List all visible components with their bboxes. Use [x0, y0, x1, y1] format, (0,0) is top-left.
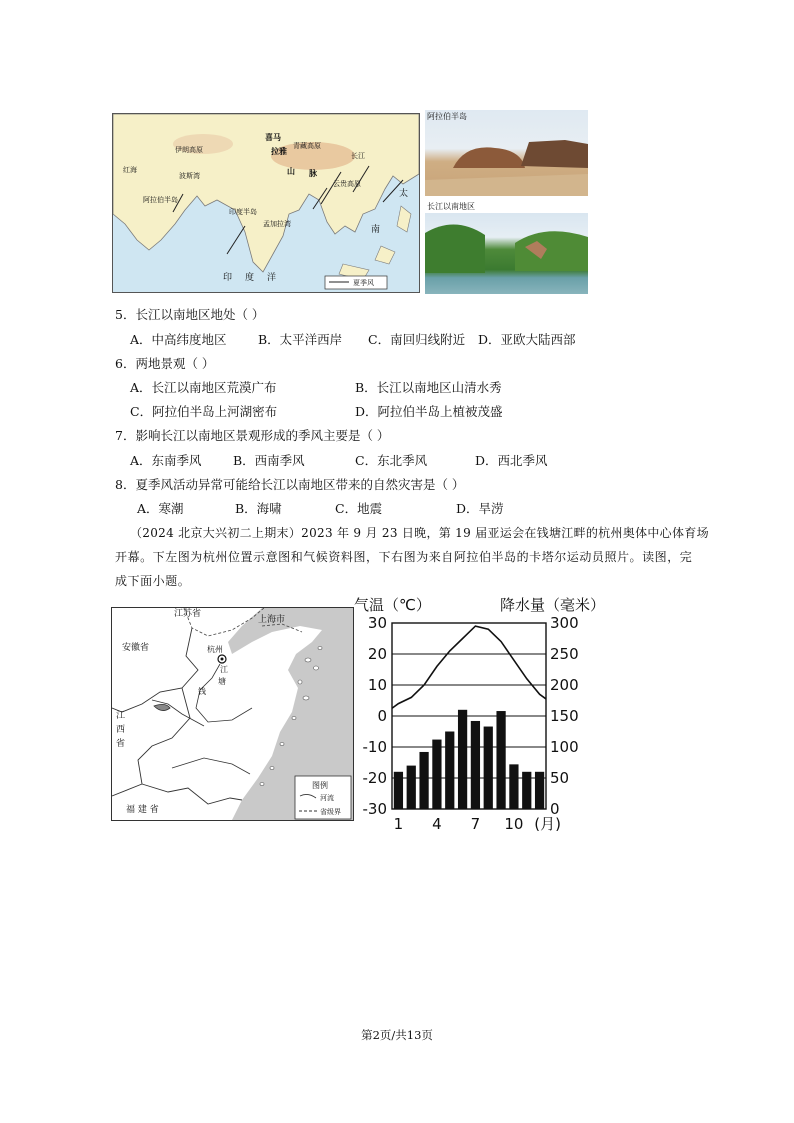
month-tick-label: 1 [393, 815, 404, 833]
map-label: 山 [287, 167, 295, 176]
map-label: 洋 [267, 273, 277, 283]
precip-tick-label: 150 [550, 707, 579, 725]
legend-river-label: 河流 [320, 794, 334, 802]
province-label-jiangxi: 西 [116, 725, 126, 735]
province-label-anhui: 安徽省 [122, 643, 150, 653]
precipitation-bar [432, 740, 441, 809]
month-tick-label: 10 [504, 815, 524, 833]
river-line [172, 758, 250, 774]
photo-caption: 阿拉伯半岛 [427, 112, 467, 121]
asia-monsoon-map-svg [113, 114, 419, 292]
lake [154, 704, 170, 710]
map-label: 阿拉伯半岛 [143, 196, 178, 204]
map-label: 脉 [309, 169, 317, 178]
south-yangtze-photo-hills [425, 213, 588, 294]
border-line [142, 784, 242, 804]
map-label: 太 [399, 189, 409, 199]
precipitation-bar [484, 727, 493, 809]
q8-option-b[interactable]: B．海啸 [235, 501, 282, 516]
temp-tick-label: -20 [362, 769, 387, 787]
river-label: 江 [220, 665, 228, 674]
map-label: 波斯湾 [179, 172, 200, 180]
south-yangtze-photo [425, 213, 588, 294]
precipitation-bar [458, 710, 467, 809]
q7-option-a[interactable]: A．东南季风 [130, 453, 202, 468]
legend-label: 夏季风 [353, 279, 374, 287]
climate-chart [350, 590, 610, 840]
q6-option-b[interactable]: B．长江以南地区山清水秀 [355, 380, 502, 395]
map-label: 拉雅 [271, 147, 287, 156]
province-label-fujian: 福 建 省 [126, 805, 159, 815]
precip-tick-label: 200 [550, 676, 579, 694]
temp-tick-label: 20 [367, 645, 387, 663]
q5-option-c[interactable]: C．南回归线附近 [368, 332, 466, 347]
q5-option-a[interactable]: A．中高纬度地区 [130, 332, 227, 347]
map-label: 度 [245, 273, 255, 283]
precip-tick-label: 300 [550, 614, 579, 632]
hangzhou-point-center [221, 658, 224, 661]
q8-option-a[interactable]: A．寒潮 [137, 501, 184, 516]
monsoon-arrow [227, 226, 245, 254]
map-label: 喜马 [265, 133, 281, 142]
map-label: 青藏高原 [293, 142, 321, 150]
temp-tick-label: 10 [367, 676, 387, 694]
month-tick-label: 7 [470, 815, 481, 833]
map-label: 长江 [351, 152, 365, 160]
passage-line-1: （2024 北京大兴初二上期末）2023 年 9 月 23 日晚，第 19 届亚运会在钱塘江畔的杭州奥体中心体育场 [130, 526, 709, 540]
precip-tick-label: 50 [550, 769, 570, 787]
precip-tick-label: 0 [550, 800, 560, 818]
q8-option-d[interactable]: D．旱涝 [456, 501, 504, 516]
hangzhou-location-map-svg [112, 608, 353, 820]
map-label: 印 [223, 273, 233, 283]
precipitation-bars [394, 710, 544, 809]
temp-tick-label: 30 [367, 614, 387, 632]
precipitation-bar [471, 721, 480, 809]
legend-border-label: 省级界 [320, 808, 341, 816]
question-6: 6．两地景观（ ） [115, 356, 215, 371]
temp-tick-label: 0 [377, 707, 387, 725]
map-label: 印度半岛 [229, 208, 257, 216]
hangzhou-location-map [111, 607, 354, 821]
q5-option-b[interactable]: B．太平洋西岸 [258, 332, 343, 347]
precipitation-bar [496, 711, 505, 809]
precipitation-bar [394, 772, 403, 809]
precipitation-bar [522, 772, 531, 809]
page-footer: 第2页/共13页 [361, 1028, 433, 1042]
river-line [152, 700, 204, 726]
temp-tick-label: -10 [362, 738, 387, 756]
temperature-line [392, 626, 546, 708]
map-label: 孟加拉湾 [263, 220, 291, 228]
question-5: 5．长江以南地区地处（ ） [115, 307, 265, 322]
q8-option-c[interactable]: C．地震 [335, 501, 383, 516]
province-label-jiangsu: 江苏省 [174, 609, 202, 619]
month-unit-label: (月) [534, 815, 561, 833]
q6-option-d[interactable]: D．阿拉伯半岛上植被茂盛 [355, 404, 503, 419]
temp-axis-label: 气温（℃） [354, 596, 431, 614]
city-label-hangzhou: 杭州 [207, 645, 223, 654]
q6-option-c[interactable]: C．阿拉伯半岛上河湖密布 [130, 404, 278, 419]
map-label: 红海 [123, 166, 137, 174]
city-label-shanghai: 上海市 [258, 615, 286, 625]
question-7: 7．影响长江以南地区景观形成的季风主要是（ ） [115, 428, 390, 443]
q7-option-d[interactable]: D．西北季风 [475, 453, 548, 468]
precip-axis-label: 降水量（毫米） [500, 596, 606, 614]
q7-option-c[interactable]: C．东北季风 [355, 453, 428, 468]
precipitation-bar [535, 772, 544, 809]
q7-option-b[interactable]: B．西南季风 [233, 453, 305, 468]
month-tick-label: 4 [432, 815, 442, 833]
precipitation-bar [445, 732, 454, 810]
arabian-photo-rocks [425, 110, 588, 196]
temp-tick-label: -30 [362, 800, 387, 818]
photo-caption: 长江以南地区 [427, 202, 475, 211]
q6-option-a[interactable]: A．长江以南地区荒漠广布 [130, 380, 277, 395]
river-label: 钱 [198, 687, 206, 696]
asia-monsoon-map [112, 113, 420, 293]
precip-tick-label: 250 [550, 645, 579, 663]
province-label-jiangxi: 江 [116, 711, 126, 721]
map-label: 南 [371, 225, 381, 235]
map-label: 伊朗高原 [175, 146, 203, 154]
map-label: 云贵高原 [333, 180, 361, 188]
question-8: 8．夏季风活动异常可能给长江以南地区带来的自然灾害是（ ） [115, 477, 465, 492]
precipitation-bar [509, 764, 518, 809]
legend-title: 图例 [312, 781, 328, 790]
precipitation-bar [419, 752, 428, 809]
precipitation-bar [407, 766, 416, 809]
passage-line-2: 开幕。下左图为杭州位置示意图和气候资料图，下右图为来自阿拉伯半岛的卡塔尔运动员照片。读图，完 [115, 550, 693, 564]
province-label-jiangxi: 省 [116, 739, 126, 749]
precip-tick-label: 100 [550, 738, 579, 756]
river-label: 塘 [218, 677, 226, 686]
q5-option-d[interactable]: D．亚欧大陆西部 [478, 332, 576, 347]
arabian-photo [425, 110, 588, 196]
passage-line-3: 成下面小题。 [115, 574, 191, 588]
